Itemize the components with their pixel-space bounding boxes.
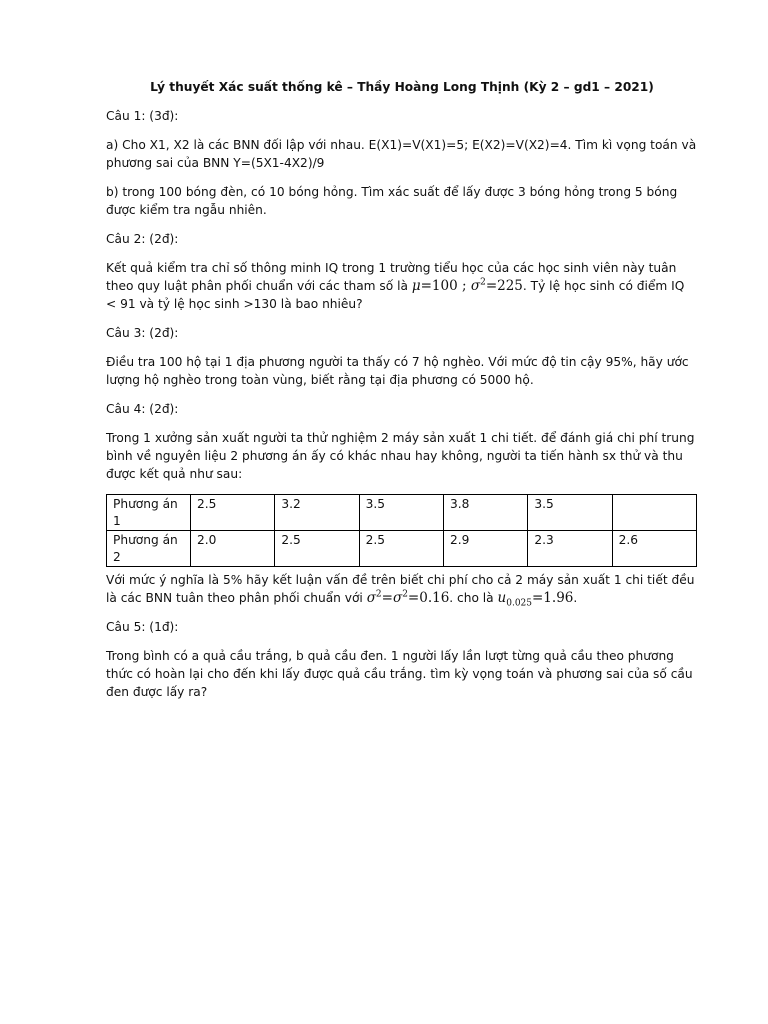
question-2-text-after: . Tỷ lệ học sinh có điểm IQ < 91 và tỷ lệ học sinh >130 là bao nhiêu? [106,279,685,311]
table-row [107,531,697,567]
question-4-conclusion-end: . [573,591,578,605]
question-2-text-before: Kết quả kiểm tra chỉ số thông minh IQ trong 1 trường tiểu học của các học sinh viên này tuân theo quy luật phân phối chuẩn với các tham số là [106,261,677,293]
u-symbol: u [497,590,507,606]
question-1-part-b: b) trong 100 bóng đèn, có 10 bóng hỏng. Tìm xác suất để lấy được 3 bóng hỏng trong 5 bóng được kiểm tra ngẫu nhiên. [106,185,678,217]
table-cell: 3.8 [443,495,527,531]
question-1-part-a: a) Cho X1, X2 là các BNN đối lập với nhau. E(X1)=V(X1)=5; E(X2)=V(X2)=4. Tìm kì vọng toán và phương sai của BNN Y=(5X1-4X2)/9 [106,138,697,170]
document-title: Lý thuyết Xác suất thống kê – Thầy Hoàng Long Thịnh (Kỳ 2 – gd1 – 2021) [150,80,654,94]
sigma-exponent: 2 [480,277,486,288]
mu-value: =100 [420,278,458,294]
table-row-label: Phương án 1 [107,495,191,531]
question-2-text [106,259,698,313]
sigma-formula [367,590,450,606]
table-cell: 3.5 [359,495,443,531]
question-4-conclusion-before: Với mức ý nghĩa là 5% hãy kết luận vấn đề trên biết chi phí cho cả 2 máy sản xuất 1 chi tiết đều là các BNN tuân theo phân phối chuẩn với [106,573,695,605]
sigma-symbol: σ [470,278,481,294]
sigma-value: =0.16 [407,590,450,606]
table-cell: 2.9 [443,531,527,567]
formula-separator: ; [457,278,471,294]
table-cell: 3.5 [528,495,612,531]
table-cell [612,495,696,531]
question-4-conclusion [106,571,698,607]
sigma-exponent: 2 [402,589,408,600]
question-3-heading: Câu 3: (2đ): [106,326,179,340]
sigma-symbol: σ [392,590,403,606]
question-2-heading: Câu 2: (2đ): [106,232,179,246]
u-subscript: 0.025 [506,598,532,609]
document-page [106,78,698,712]
question-3-text: Điều tra 100 hộ tại 1 địa phương người ta thấy có 7 hộ nghèo. Với mức độ tin cậy 95%, hãy ước lượng hộ nghèo trong toàn vùng, biết rằng tại địa phương có 5000 hộ. [106,355,689,387]
question-4-conclusion-middle: . cho là [449,591,498,605]
table-row-label: Phương án 2 [107,531,191,567]
question-5-heading: Câu 5: (1đ): [106,620,179,634]
table-cell: 3.2 [275,495,359,531]
u-formula [497,590,574,609]
table-cell: 2.3 [528,531,612,567]
question-1-heading: Câu 1: (3đ): [106,109,179,123]
mu-symbol: μ [411,278,421,294]
table-cell: 2.5 [359,531,443,567]
sigma-symbol: σ [366,590,376,606]
question-4-text: Trong 1 xưởng sản xuất người ta thử nghiệm 2 máy sản xuất 1 chi tiết. để đánh giá chi phí trung bình về nguyên liệu 2 phương án ấy có khác nhau hay không, người ta tiến hành sx thử và thu được kết quả như sau: [106,431,695,481]
question-4-heading: Câu 4: (2đ): [106,402,179,416]
sigma-exponent: 2 [375,589,382,600]
sigma-equals: = [381,590,393,606]
table-cell: 2.0 [191,531,275,567]
sigma-value: =225 [485,278,523,294]
table-row [107,495,697,531]
question-5-text: Trong bình có a quả cầu trắng, b quả cầu đen. 1 người lấy lần lượt từng quả cầu theo phương thức có hoàn lại cho đến khi lấy được quả cầu trắng. tìm kỳ vọng toán và phương sai của số cầu đen được lấy ra? [106,649,693,699]
u-value: =1.96 [532,590,574,606]
cost-data-table [106,494,697,567]
table-cell: 2.5 [275,531,359,567]
table-cell: 2.5 [191,495,275,531]
table-cell: 2.6 [612,531,696,567]
mu-formula [412,278,523,294]
